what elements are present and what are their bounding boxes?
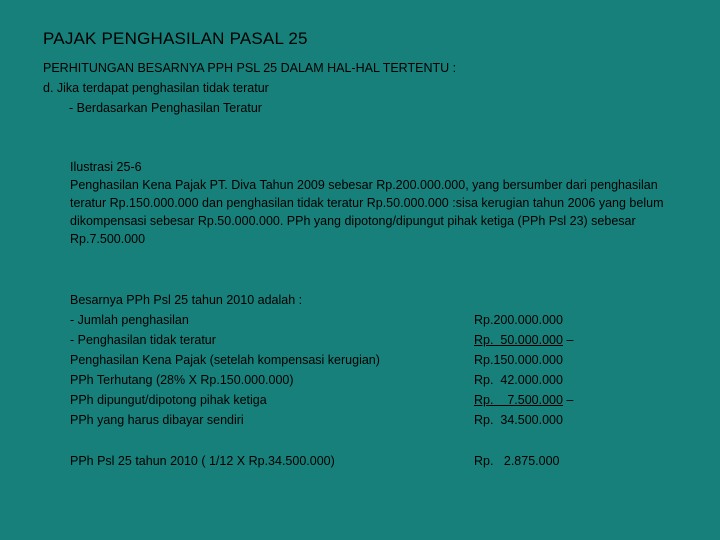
- calc-row: [70, 310, 630, 330]
- calc-row-label: - Jumlah penghasilan: [70, 313, 189, 327]
- calculation-block: [70, 290, 630, 471]
- calc-row: [70, 410, 630, 430]
- calc-row-label: - Penghasilan tidak teratur: [70, 333, 216, 347]
- calc-row-amount: [474, 350, 563, 370]
- amount-underlined: Rp. 7.500.000: [474, 393, 563, 407]
- calc-row: [70, 330, 630, 350]
- calc-final-row: [70, 451, 630, 471]
- illustration-block: [70, 158, 680, 248]
- illustration-heading: Ilustrasi 25-6: [70, 160, 142, 174]
- amount-text: Rp. 42.000.000: [474, 373, 563, 387]
- calc-row: [70, 370, 630, 390]
- calc-final-label: PPh Psl 25 tahun 2010 ( 1/12 X Rp.34.500.000): [70, 454, 335, 468]
- slide-title: PAJAK PENGHASILAN PASAL 25: [43, 29, 308, 48]
- amount-text: Rp.200.000.000: [474, 313, 563, 327]
- intro-subpoint: d. Jika terdapat penghasilan tidak teratur: [43, 81, 269, 95]
- calculation-heading-row: [70, 290, 630, 310]
- calc-row: [70, 390, 630, 410]
- calc-row-amount: [474, 370, 563, 390]
- calc-row-label: PPh dipungut/dipotong pihak ketiga: [70, 393, 267, 407]
- amount-text: Rp.150.000.000: [474, 353, 563, 367]
- amount-underlined: Rp. 50.000.000: [474, 333, 563, 347]
- calc-row-amount: [474, 310, 563, 330]
- calc-row-label: Penghasilan Kena Pajak (setelah kompensasi kerugian): [70, 353, 380, 367]
- intro-heading: PERHITUNGAN BESARNYA PPH PSL 25 DALAM HAL-HAL TERTENTU :: [43, 61, 457, 75]
- calculation-heading: Besarnya PPh Psl 25 tahun 2010 adalah :: [70, 293, 303, 307]
- calc-row-amount: [474, 390, 573, 410]
- amount-suffix: –: [562, 333, 574, 347]
- amount-suffix: –: [562, 393, 574, 407]
- illustration-body: Penghasilan Kena Pajak PT. Diva Tahun 2009 sebesar Rp.200.000.000, yang bersumber dari penghasilan teratur Rp.150.000.000 dan penghasilan tidak teratur Rp.50.000.000 :sisa kerugian tahun 2006 yang belum dikompensasi sebesar Rp.50.000.000. PPh yang dipotong/dipungut pihak ketiga (PPh Psl 23) sebesar Rp.7.500.000: [70, 178, 664, 246]
- intro-bullet: - Berdasarkan Penghasilan Teratur: [69, 101, 262, 115]
- amount-text: Rp. 34.500.000: [474, 413, 563, 427]
- calc-row: [70, 350, 630, 370]
- calc-final-amount: Rp. 2.875.000: [474, 454, 560, 468]
- intro-block: [43, 58, 456, 118]
- calc-row-label: PPh yang harus dibayar sendiri: [70, 413, 244, 427]
- calc-row-amount: [474, 330, 573, 350]
- calc-row-label: PPh Terhutang (28% X Rp.150.000.000): [70, 373, 294, 387]
- calc-row-amount: [474, 410, 563, 430]
